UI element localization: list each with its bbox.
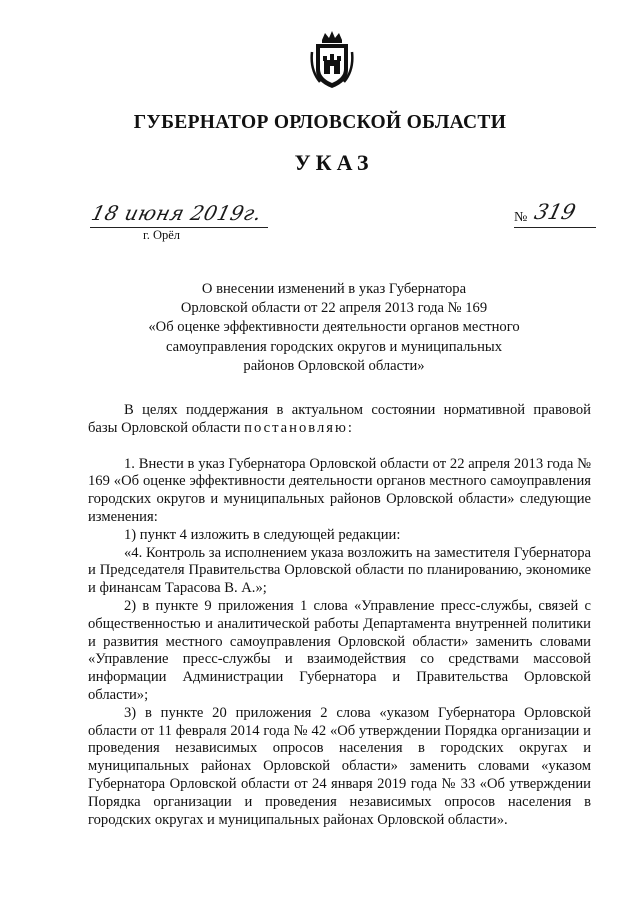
preamble-paragraph (88, 402, 591, 438)
issuing-authority: ГУБЕРНАТОР ОРЛОВСКОЙ ОБЛАСТИ (133, 112, 507, 133)
title-line: районов Орловской области» (243, 357, 425, 374)
preamble-colon: : (347, 419, 352, 436)
title-line: «Об оценке эффективности деятельности органов местного (148, 319, 520, 336)
subitem-1-quote: «4. Контроль за исполнением указа возложить на заместителя Губернатора и Председателя Правительства Орловской области по планированию, экономике и финансам Тарасова В. А.»; (88, 544, 591, 597)
preamble-decree-word: постановляю (244, 419, 348, 436)
document-body (88, 402, 591, 829)
subitem-3-paragraph: 3) в пункте 20 приложения 2 слова «указом Губернатора Орловской области от 11 февраля 2014 года № 42 «Об утверждении Порядка организации и проведения независимых опросов населения в городских округах и муниципальных районах Орловской области» заменить словами «указом Губернатора Орловской области от 24 января 2019 года № 33 «Об утверждении Порядка организации и проведения независимых опросов населения в городских округах и муниципальных районах Орловской области». (88, 704, 591, 828)
city-label: г. Орёл (143, 228, 181, 242)
title-line: Орловской области от 22 апреля 2013 года № 169 (180, 300, 488, 317)
document-title (0, 280, 640, 376)
number-label: № (514, 210, 528, 225)
number-underline (514, 227, 596, 228)
item-1-paragraph: 1. Внести в указ Губернатора Орловской области от 22 апреля 2013 года № 169 «Об оценке эффективности деятельности органов местного самоуправления городских округов и муниципальных районов Орловской области» следующие изменения: (88, 455, 591, 525)
handwritten-number: 319 (532, 200, 579, 224)
subitem-1-paragraph: 1) пункт 4 изложить в следующей редакции: (124, 526, 401, 543)
title-line: О внесении изменений в указ Губернатора (201, 281, 467, 297)
subitem-2-paragraph: 2) в пункте 9 приложения 1 слова «Управление пресс-службы, связей с общественностью и аналитической работы Департамента внутренней политики и развития местного самоуправления Орловской области» заменить словами «Управление пресс-службы и взаимодействия со средствами массовой информации Администрации Губернатора и Правительства Орловской области»; (88, 597, 591, 703)
coat-of-arms-emblem (310, 30, 354, 90)
handwritten-date: 18 июня 2019г. (89, 201, 265, 225)
title-line: самоуправления городских округов и муниципальных (165, 338, 502, 355)
preamble-text: В целях поддержания в актуальном состоянии нормативной правовой базы Орловской области (88, 402, 591, 436)
document-type: УКАЗ (294, 150, 374, 175)
